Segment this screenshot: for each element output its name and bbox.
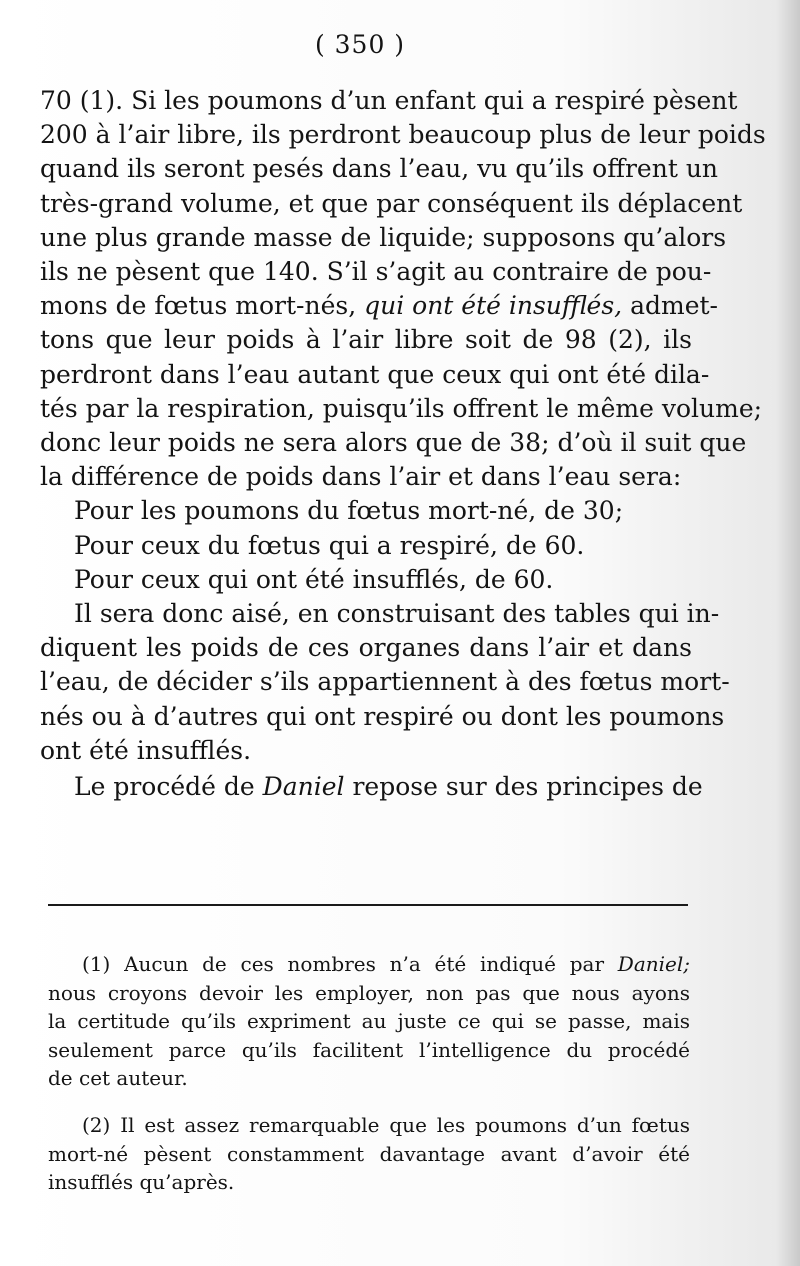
text-line: (2) Il est assez remarquable que les poumons d’un fœtus (82, 1112, 690, 1137)
footnote-gap (48, 1093, 690, 1111)
text-line: Pour les poumons du fœtus mort-né, de 30; (74, 496, 624, 526)
text-fragment: (1) Aucun de ces nombres n’a été indiqué par (82, 952, 605, 976)
text-line: nous croyons devoir les employer, non pas que nous ayons (48, 980, 690, 1005)
text-line: ont été insufflés. (40, 735, 252, 765)
text-line: seulement parce qu’ils facilitent l’intelligence du procédé (48, 1037, 690, 1062)
text-line: la différence de poids dans l’air et dans l’eau sera: (40, 462, 682, 492)
text-line: très-grand volume, et que par conséquent ils déplacent (40, 188, 743, 218)
text-line: Il sera donc aisé, en construisant des tables qui in- (74, 599, 720, 629)
text-line: tons que leur poids à l’air libre soit de 98 (2), ils (40, 325, 692, 355)
text-fragment: Le procédé de (74, 772, 255, 802)
footnote-1 (48, 950, 690, 1093)
text-line: Pour ceux qui ont été insufflés, de 60. (74, 564, 554, 594)
text-fragment: admet- (630, 291, 718, 321)
text-line: insufflés qu’après. (48, 1170, 235, 1195)
text-line (48, 950, 690, 979)
text-line: une plus grande masse de liquide; supposons qu’alors (40, 222, 727, 252)
text-line (40, 770, 703, 804)
text-line (40, 289, 718, 323)
footnote-separator-rule (48, 904, 688, 906)
text-line: la certitude qu’ils expriment au juste ce qui se passe, mais (48, 1009, 690, 1034)
italic-phrase: qui ont été insufflés, (364, 291, 623, 321)
main-text (40, 84, 766, 804)
italic-name: Daniel (262, 772, 345, 802)
text-line: 70 (1). Si les poumons d’un enfant qui a respiré pèsent (40, 86, 738, 115)
text-line: quand ils seront pesés dans l’eau, vu qu’ils offrent un (40, 154, 719, 184)
page-number: ( 350 ) (314, 30, 406, 59)
text-line: ils ne pèsent que 140. S’il s’agit au contraire de pou- (40, 257, 712, 287)
text-line: nés ou à d’autres qui ont respiré ou dont les poumons (40, 701, 725, 731)
text-line: de cet auteur. (48, 1066, 188, 1091)
text-fragment: mons de fœtus mort-nés, (40, 291, 357, 321)
text-line: 200 à l’air libre, ils perdront beaucoup plus de leur poids (40, 120, 766, 150)
footnote-2 (48, 1111, 690, 1197)
text-line: diquent les poids de ces organes dans l’air et dans (40, 633, 692, 663)
text-line: donc leur poids ne sera alors que de 38; d’où il suit que (40, 428, 747, 458)
text-line: perdront dans l’eau autant que ceux qui ont été dila- (40, 359, 710, 389)
text-fragment: repose sur des principes de (352, 772, 703, 802)
text-line: mort-né pèsent constamment davantage avant d’avoir été (48, 1141, 690, 1166)
text-line: Pour ceux du fœtus qui a respiré, de 60. (74, 530, 585, 560)
text-line: l’eau, de décider s’ils appartiennent à des fœtus mort- (40, 667, 730, 697)
footnotes (48, 950, 690, 1197)
italic-name: Daniel; (617, 952, 690, 976)
text-line: tés par la respiration, puisqu’ils offrent le même volume; (40, 393, 763, 423)
